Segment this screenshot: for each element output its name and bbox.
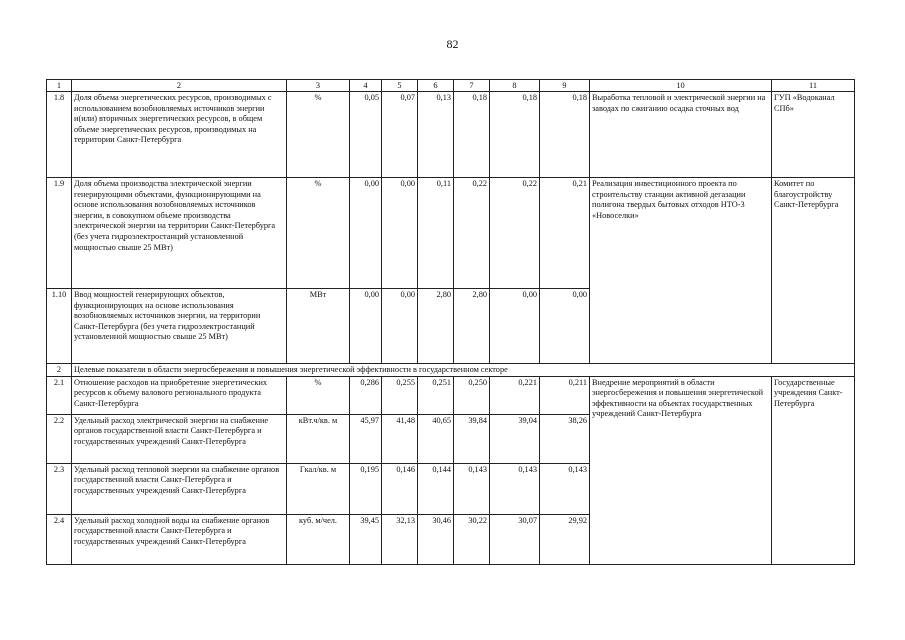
value-cell: 0,251 — [418, 376, 454, 414]
value-cell: 0,00 — [350, 178, 382, 289]
value-cell: 0,211 — [540, 376, 590, 414]
value-cell: 0,22 — [490, 178, 540, 289]
indicator-name: Доля объема производства электрической энергии генерирующими объектами, функционирующими на основе использования возобновляемых источников энергии, в совокупном объеме производства электрической энергии на территории Санкт-Петербурга (без учета гидроэлектростанций установленной мощностью свыше 25 МВт) — [72, 178, 287, 289]
row-number: 1.10 — [47, 289, 72, 364]
header-cell: 2 — [72, 80, 287, 92]
header-cell: 3 — [287, 80, 350, 92]
value-cell: 0,00 — [490, 289, 540, 364]
unit: МВт — [287, 289, 350, 364]
indicator-name: Доля объема энергетических ресурсов, производимых с использованием возобновляемых источников энергии и(или) вторичных энергетических ресурсов, в общем объеме энергетических ресурсов, производимых на территории Санкт-Петербурга — [72, 92, 287, 178]
measure-cell: Внедрение мероприятий в области энергосбережения и повышения энергетической эффективности на объектах государственных учреждений Санкт-Петербурга — [590, 376, 772, 564]
value-cell: 30,22 — [454, 514, 490, 564]
value-cell: 0,18 — [540, 92, 590, 178]
row-number: 2.1 — [47, 376, 72, 414]
indicator-name: Ввод мощностей генерирующих объектов, функционирующих на основе использования возобновляемых источников энергии, на территории Санкт-Петербурга (без учета гидроэлектростанций установленной мощностью свыше 25 МВт) — [72, 289, 287, 364]
row-number: 1.8 — [47, 92, 72, 178]
value-cell: 30,07 — [490, 514, 540, 564]
row-number: 2.2 — [47, 414, 72, 463]
value-cell: 0,221 — [490, 376, 540, 414]
indicator-name: Удельный расход холодной воды на снабжение органов государственной власти Санкт-Петербурга и государственных учреждений Санкт-Петербурга — [72, 514, 287, 564]
value-cell: 0,00 — [540, 289, 590, 364]
value-cell: 0,21 — [540, 178, 590, 289]
measure-cell: Выработка тепловой и электрической энергии на заводах по сжиганию осадка сточных вод — [590, 92, 772, 178]
value-cell: 0,250 — [454, 376, 490, 414]
unit: % — [287, 178, 350, 289]
header-cell: 8 — [490, 80, 540, 92]
header-cell: 7 — [454, 80, 490, 92]
header-cell: 9 — [540, 80, 590, 92]
row-number: 2.4 — [47, 514, 72, 564]
value-cell: 0,195 — [350, 463, 382, 514]
value-cell: 0,07 — [382, 92, 418, 178]
section-title: Целевые показатели в области энергосбережения и повышения энергетической эффективности в государственном секторе — [72, 364, 855, 377]
responsible-cell: Государственные учреждения Санкт-Петербурга — [772, 376, 855, 564]
row-number: 1.9 — [47, 178, 72, 289]
value-cell: 40,65 — [418, 414, 454, 463]
value-cell: 39,04 — [490, 414, 540, 463]
table-row — [47, 376, 855, 414]
table-row — [47, 178, 855, 289]
measure-cell: Реализация инвестиционного проекта по строительству станции активной дегазации полигона твердых бытовых отходов НТО-3 «Новоселки» — [590, 178, 772, 364]
value-cell: 0,146 — [382, 463, 418, 514]
value-cell: 41,48 — [382, 414, 418, 463]
table-row — [47, 92, 855, 178]
header-cell: 1 — [47, 80, 72, 92]
unit: % — [287, 376, 350, 414]
value-cell: 0,00 — [350, 289, 382, 364]
indicators-table — [46, 79, 855, 565]
value-cell: 0,00 — [382, 289, 418, 364]
value-cell: 0,286 — [350, 376, 382, 414]
value-cell: 0,143 — [490, 463, 540, 514]
value-cell: 0,144 — [418, 463, 454, 514]
value-cell: 0,05 — [350, 92, 382, 178]
value-cell: 39,84 — [454, 414, 490, 463]
value-cell: 38,26 — [540, 414, 590, 463]
section-number: 2 — [47, 364, 72, 377]
header-cell: 6 — [418, 80, 454, 92]
table-header-row — [47, 80, 855, 92]
header-cell: 4 — [350, 80, 382, 92]
value-cell: 2,80 — [454, 289, 490, 364]
value-cell: 2,80 — [418, 289, 454, 364]
unit: куб. м/чел. — [287, 514, 350, 564]
value-cell: 0,00 — [382, 178, 418, 289]
value-cell: 0,18 — [454, 92, 490, 178]
value-cell: 32,13 — [382, 514, 418, 564]
responsible-cell: ГУП «Водоканал СПб» — [772, 92, 855, 178]
header-cell: 10 — [590, 80, 772, 92]
header-cell: 11 — [772, 80, 855, 92]
unit: % — [287, 92, 350, 178]
page-number: 82 — [446, 37, 459, 51]
indicator-name: Отношение расходов на приобретение энергетических ресурсов к объему валового регионального продукта Санкт-Петербурга — [72, 376, 287, 414]
value-cell: 0,18 — [490, 92, 540, 178]
value-cell: 0,11 — [418, 178, 454, 289]
unit: кВт.ч/кв. м — [287, 414, 350, 463]
value-cell: 0,143 — [540, 463, 590, 514]
row-number: 2.3 — [47, 463, 72, 514]
value-cell: 0,13 — [418, 92, 454, 178]
header-cell: 5 — [382, 80, 418, 92]
value-cell: 30,46 — [418, 514, 454, 564]
unit: Гкал/кв. м — [287, 463, 350, 514]
value-cell: 0,255 — [382, 376, 418, 414]
value-cell: 29,92 — [540, 514, 590, 564]
indicator-name: Удельный расход электрической энергии на снабжение органов государственной власти Санкт-Петербурга и государственных учреждений Санкт-Петербурга — [72, 414, 287, 463]
section-row — [47, 364, 855, 377]
value-cell: 45,97 — [350, 414, 382, 463]
value-cell: 0,22 — [454, 178, 490, 289]
value-cell: 0,143 — [454, 463, 490, 514]
value-cell: 39,45 — [350, 514, 382, 564]
responsible-cell: Комитет по благоустройству Санкт-Петербурга — [772, 178, 855, 364]
indicator-name: Удельный расход тепловой энергии на снабжение органов государственной власти Санкт-Петербурга и государственных учреждений Санкт-Петербурга — [72, 463, 287, 514]
